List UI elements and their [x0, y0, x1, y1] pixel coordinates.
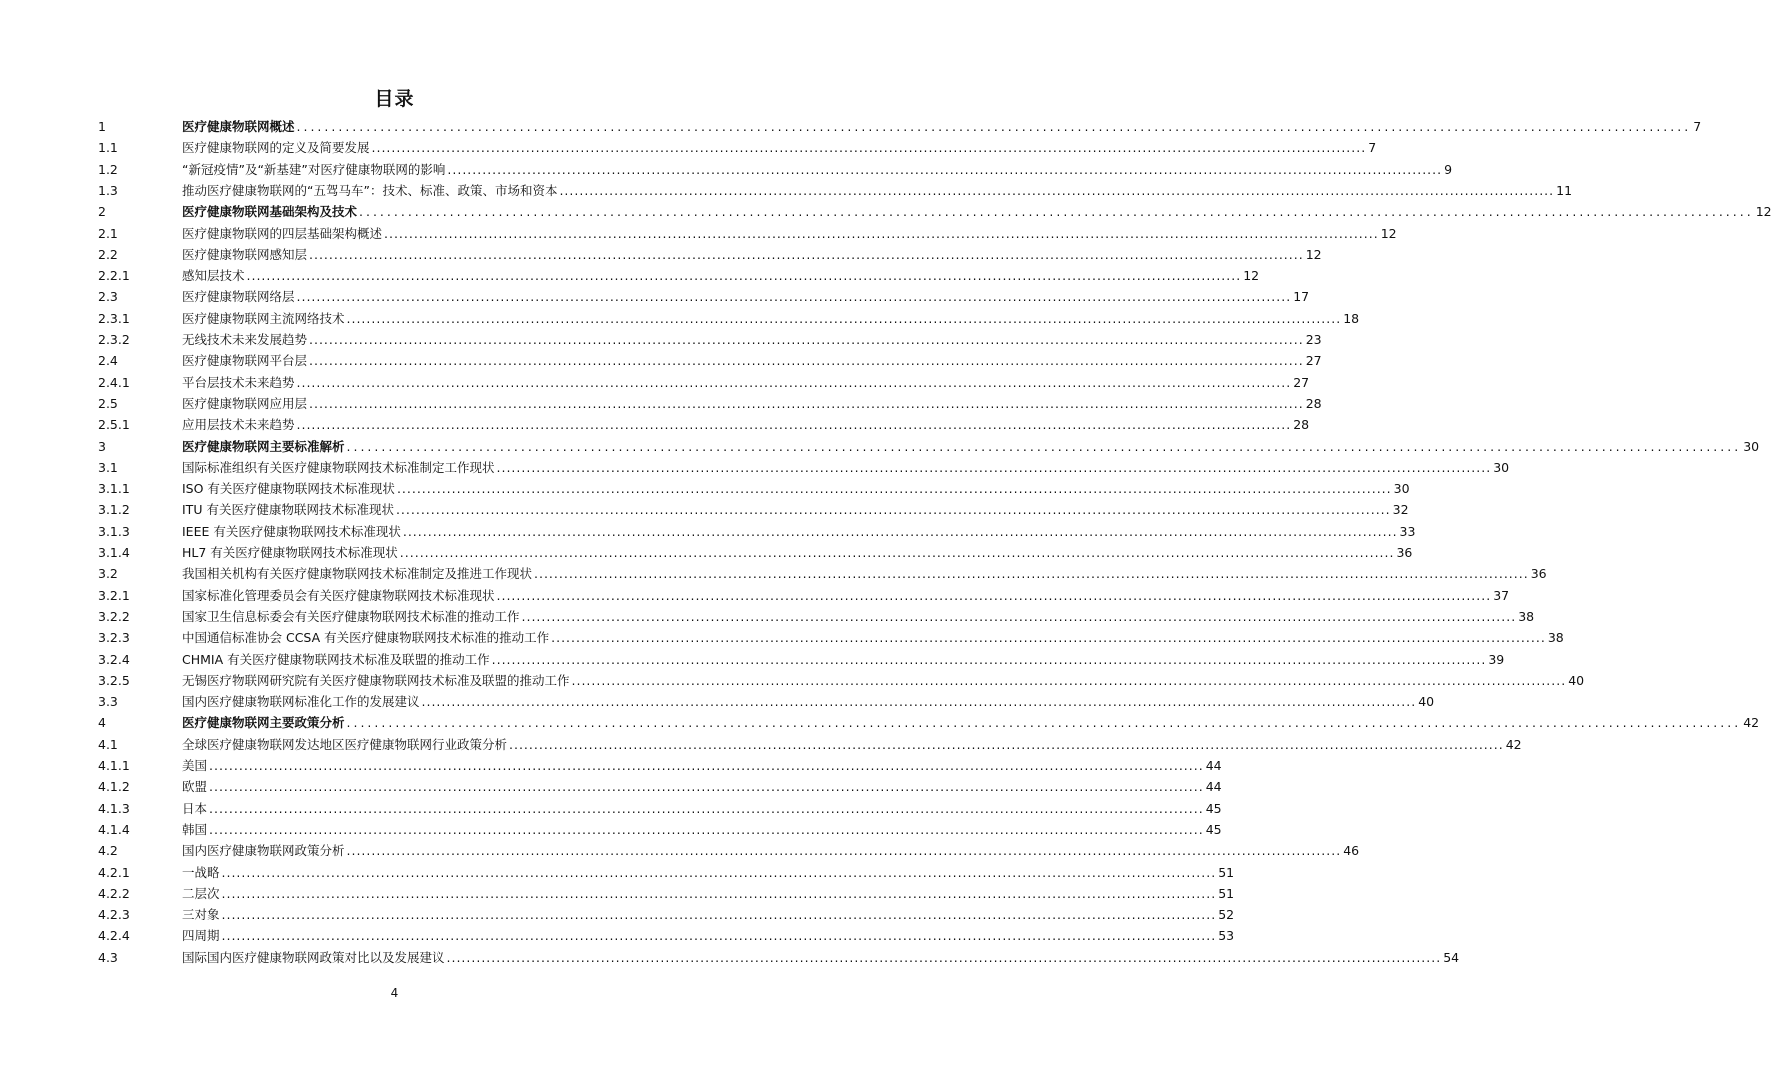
toc-entry-title[interactable]: 美国	[182, 758, 208, 773]
toc-entry[interactable]	[0, 862, 1235, 883]
toc-entry-page[interactable]: 33	[1399, 523, 1416, 539]
dot-leader: ........................................................................................................................................................................................................	[496, 587, 1492, 603]
toc-entry-line	[182, 372, 1310, 393]
toc-entry-page[interactable]: 28	[1293, 417, 1310, 433]
dot-leader: ........................................................................................................................................................................................................	[346, 715, 1742, 731]
toc-entry-title[interactable]: 欧盟	[182, 779, 208, 795]
toc-entry[interactable]	[0, 563, 1547, 584]
toc-entry-line	[182, 308, 1360, 329]
toc-entry-title[interactable]: IEEE 有关医疗健康物联网技术标准现状	[182, 523, 401, 539]
toc-entry-number: 2.1	[98, 225, 118, 241]
toc-entry-page[interactable]: 36	[1396, 545, 1413, 560]
toc-entry-line	[182, 521, 1416, 542]
toc-entry-number: 3.2	[98, 566, 118, 582]
toc-entry-number: 4.2.1	[98, 864, 130, 880]
toc-entry-number: 4.1	[98, 736, 118, 752]
toc-entry-page[interactable]: 12	[1755, 204, 1772, 220]
toc-entry[interactable]	[0, 734, 1522, 755]
dot-leader: ........................................................................................................................................................................................................	[359, 204, 1754, 220]
toc-entry-line	[182, 627, 1564, 648]
toc-entry-page[interactable]: 27	[1305, 353, 1322, 369]
page-title: 目录	[374, 88, 415, 110]
dot-leader: ........................................................................................................................................................................................................	[296, 417, 1292, 433]
page-number: 4	[390, 986, 399, 1000]
toc-entry-title[interactable]: 医疗健康物联网主要政策分析	[182, 715, 345, 731]
toc-entry-number: 1	[98, 119, 106, 134]
toc-entry[interactable]	[0, 329, 1322, 350]
toc-entry-page[interactable]: 28	[1305, 395, 1322, 411]
toc-entry-number: 4.3	[98, 949, 118, 965]
dot-leader: ........................................................................................................................................................................................................	[521, 608, 1517, 624]
toc-entry[interactable]	[0, 223, 1397, 244]
dot-leader: ........................................................................................................................................................................................................	[209, 758, 1204, 773]
toc-entry-title[interactable]: HL7 有关医疗健康物联网技术标准现状	[182, 545, 398, 560]
dot-leader: ........................................................................................................................................................................................................	[446, 949, 1442, 965]
toc-entry[interactable]	[0, 691, 1435, 712]
toc-entry-page[interactable]: 53	[1218, 928, 1235, 944]
toc-entry-line	[182, 137, 1377, 158]
toc-entry-title[interactable]: 三对象	[182, 907, 220, 923]
toc-entry[interactable]	[0, 521, 1416, 542]
dot-leader: ........................................................................................................................................................................................................	[296, 374, 1292, 390]
toc-entry-line	[182, 734, 1522, 755]
toc-entry-title[interactable]: 推动医疗健康物联网的“五驾马车”：技术、标准、政策、市场和资本	[182, 182, 558, 198]
toc-entry-number: 4.2.3	[98, 907, 130, 923]
toc-entry-page[interactable]: 46	[1343, 843, 1360, 859]
dot-leader: ........................................................................................................................................................................................................	[309, 246, 1304, 262]
toc-entry-line	[182, 457, 1510, 478]
toc-entry[interactable]	[0, 286, 1310, 307]
toc-entry[interactable]	[0, 904, 1235, 925]
toc-entry-title[interactable]: “新冠疫情”及“新基建”对医疗健康物联网的影响	[182, 161, 446, 177]
toc-entry[interactable]	[0, 159, 1453, 180]
toc-entry[interactable]	[0, 457, 1510, 478]
toc-entry-page[interactable]: 37	[1493, 587, 1510, 603]
toc-entry-page[interactable]: 30	[1743, 438, 1760, 454]
toc-entry[interactable]	[0, 308, 1360, 329]
toc-entry[interactable]	[0, 712, 1760, 733]
toc-entry-page[interactable]: 18	[1343, 310, 1360, 326]
toc-entry-line	[182, 862, 1235, 883]
toc-entry[interactable]	[0, 265, 1260, 286]
dot-leader: ........................................................................................................................................................................................................	[221, 928, 1217, 944]
toc-entry-number: 3.1.1	[98, 481, 130, 497]
toc-entry-title[interactable]: 国家标准化管理委员会有关医疗健康物联网技术标准现状	[182, 587, 495, 603]
toc-entry-page[interactable]: 32	[1392, 502, 1409, 518]
dot-leader: ........................................................................................................................................................................................................	[309, 395, 1304, 411]
dot-leader: ........................................................................................................................................................................................................	[551, 630, 1546, 646]
toc-entry-line	[182, 329, 1322, 350]
toc-entry[interactable]	[0, 670, 1585, 691]
toc-entry-line	[182, 755, 1222, 776]
toc-entry-page[interactable]: 54	[1443, 949, 1460, 965]
toc-entry-number: 3.3	[98, 694, 118, 710]
toc-entry-number: 3.1.3	[98, 523, 130, 539]
dot-leader: ........................................................................................................................................................................................................	[571, 672, 1567, 688]
toc-entry-number: 4.2	[98, 843, 118, 859]
toc-entry[interactable]	[0, 116, 1702, 137]
toc-entry-title[interactable]: 医疗健康物联网应用层	[182, 395, 308, 411]
toc-entry-line	[182, 159, 1453, 180]
toc-entry[interactable]	[0, 414, 1310, 435]
toc-entry-title[interactable]: 国际标准组织有关医疗健康物联网技术标准制定工作现状	[182, 459, 495, 475]
toc-entry[interactable]	[0, 925, 1235, 946]
toc-entry-title[interactable]: 医疗健康物联网主要标准解析	[182, 438, 345, 454]
toc-entry-line	[182, 712, 1760, 733]
toc-entry-page[interactable]: 45	[1205, 800, 1222, 816]
toc-entry-line	[182, 563, 1547, 584]
toc-entry-title[interactable]: ISO 有关医疗健康物联网技术标准现状	[182, 481, 395, 497]
dot-leader: ........................................................................................................................................................................................................	[371, 140, 1367, 156]
toc-entry-number: 2.2.1	[98, 268, 130, 284]
toc-entry-page[interactable]: 40	[1418, 694, 1435, 710]
toc-entry-number: 1.2	[98, 161, 118, 177]
dot-leader: ........................................................................................................................................................................................................	[346, 843, 1342, 859]
toc-entry-page[interactable]: 38	[1547, 630, 1564, 646]
toc-entry-title[interactable]: 我国相关机构有关医疗健康物联网技术标准制定及推进工作现状	[182, 566, 533, 582]
toc-entry-line	[182, 691, 1435, 712]
toc-entry-line	[182, 947, 1460, 968]
toc-entry-number: 3.2.5	[98, 672, 130, 688]
toc-entry-line	[182, 925, 1235, 946]
toc-entry-number: 4.1.1	[98, 758, 130, 773]
toc-entry-title[interactable]: 日本	[182, 800, 208, 816]
toc-entry-title[interactable]: 医疗健康物联网感知层	[182, 246, 308, 262]
toc-entry-page[interactable]: 27	[1293, 374, 1310, 390]
toc-entry-page[interactable]: 7	[1368, 140, 1377, 156]
dot-leader: ........................................................................................................................................................................................................	[496, 459, 1492, 475]
toc-entry[interactable]	[0, 649, 1505, 670]
toc-entry-title[interactable]: 国家卫生信息标委会有关医疗健康物联网技术标准的推动工作	[182, 608, 520, 624]
toc-entry[interactable]	[0, 499, 1409, 520]
toc-entry-title[interactable]: 医疗健康物联网概述	[182, 119, 295, 134]
toc-entry-number: 3.2.4	[98, 651, 130, 667]
toc-entry-number: 4.1.3	[98, 800, 130, 816]
dot-leader: ........................................................................................................................................................................................................	[395, 502, 1391, 518]
toc-entry-page[interactable]: 12	[1243, 268, 1260, 284]
toc-entry-title[interactable]: 医疗健康物联网主流网络技术	[182, 310, 345, 326]
toc-entry[interactable]	[0, 180, 1573, 201]
toc-entry-page[interactable]: 51	[1218, 885, 1235, 901]
toc-entry[interactable]	[0, 606, 1535, 627]
dot-leader: ........................................................................................................................................................................................................	[221, 885, 1217, 901]
toc-entry-number: 3.1	[98, 459, 118, 475]
toc-entry-page[interactable]: 45	[1205, 821, 1222, 837]
toc-entry-title[interactable]: 四周期	[182, 928, 220, 944]
toc-entry-line	[182, 180, 1573, 201]
toc-entry-page[interactable]: 42	[1743, 715, 1760, 731]
toc-entry-number: 4.2.4	[98, 928, 130, 944]
toc-entry-line	[182, 670, 1585, 691]
toc-entry-line	[182, 542, 1413, 563]
dot-leader: ........................................................................................................................................................................................................	[399, 545, 1395, 560]
toc-entry[interactable]	[0, 350, 1322, 371]
toc-entry-line	[182, 393, 1322, 414]
toc-entry-title[interactable]: CHMIA 有关医疗健康物联网技术标准及联盟的推动工作	[182, 651, 490, 667]
toc-entry-line	[182, 265, 1260, 286]
toc-entry-page[interactable]: 23	[1305, 332, 1322, 347]
toc-entry-number: 3	[98, 438, 106, 454]
dot-leader: ........................................................................................................................................................................................................	[221, 864, 1217, 880]
dot-leader: ........................................................................................................................................................................................................	[296, 119, 1692, 134]
toc-entry-page[interactable]: 30	[1393, 481, 1410, 497]
toc-entry[interactable]	[0, 627, 1564, 648]
toc-entry-number: 2	[98, 204, 106, 220]
toc-entry-number: 3.2.1	[98, 587, 130, 603]
toc-entry-line	[182, 798, 1222, 819]
toc-entry-number: 2.3.1	[98, 310, 130, 326]
toc-entry-page[interactable]: 51	[1218, 864, 1235, 880]
dot-leader: ........................................................................................................................................................................................................	[491, 651, 1487, 667]
toc-entry-number: 4.1.2	[98, 779, 130, 795]
toc-entry[interactable]	[0, 542, 1413, 563]
toc-entry-number: 2.3	[98, 289, 118, 305]
toc-entry-title[interactable]: 医疗健康物联网络层	[182, 289, 295, 305]
toc-entry-page[interactable]: 30	[1493, 459, 1510, 475]
toc-entry-page[interactable]: 39	[1488, 651, 1505, 667]
toc-entry-page[interactable]: 42	[1505, 736, 1522, 752]
toc-entry-line	[182, 478, 1410, 499]
dot-leader: ........................................................................................................................................................................................................	[209, 821, 1204, 837]
dot-leader: ........................................................................................................................................................................................................	[509, 736, 1504, 752]
toc-entry[interactable]	[0, 776, 1222, 797]
toc-entry-number: 4.1.4	[98, 821, 130, 837]
toc-entry-title[interactable]: 医疗健康物联网的定义及简要发展	[182, 140, 370, 156]
toc-entry-number: 2.4.1	[98, 374, 130, 390]
toc-entry-number: 2.2	[98, 246, 118, 262]
toc-entry-line	[182, 606, 1535, 627]
dot-leader: ........................................................................................................................................................................................................	[421, 694, 1417, 710]
toc-entry-page[interactable]: 12	[1380, 225, 1397, 241]
toc-entry-title[interactable]: 国际国内医疗健康物联网政策对比以及发展建议	[182, 949, 445, 965]
toc-entry-line	[182, 819, 1222, 840]
toc-entry-number: 2.5	[98, 395, 118, 411]
toc-entry-title[interactable]: 国内医疗健康物联网政策分析	[182, 843, 345, 859]
toc-entry[interactable]	[0, 372, 1310, 393]
toc-entry[interactable]	[0, 840, 1360, 861]
toc-entry-page[interactable]: 44	[1205, 758, 1222, 773]
toc-entry-title[interactable]: 无线技术未来发展趋势	[182, 332, 308, 347]
toc-entry-title[interactable]: 一战略	[182, 864, 220, 880]
toc-entry-line	[182, 350, 1322, 371]
toc-entry-number: 4	[98, 715, 106, 731]
toc-entry-line	[182, 883, 1235, 904]
dot-leader: ........................................................................................................................................................................................................	[221, 907, 1217, 923]
toc-entry[interactable]	[0, 393, 1322, 414]
toc-entry-page[interactable]: 17	[1293, 289, 1310, 305]
toc-entry[interactable]	[0, 137, 1377, 158]
toc-entry-title[interactable]: 应用层技术未来趋势	[182, 417, 295, 433]
toc-entry-page[interactable]: 36	[1530, 566, 1547, 582]
toc-entry-line	[182, 244, 1322, 265]
toc-entry[interactable]	[0, 947, 1460, 968]
dot-leader: ........................................................................................................................................................................................................	[559, 182, 1555, 198]
toc-entry-title[interactable]: 医疗健康物联网平台层	[182, 353, 308, 369]
toc-entry[interactable]	[0, 244, 1322, 265]
dot-leader: ........................................................................................................................................................................................................	[309, 332, 1304, 347]
toc-entry-line	[182, 414, 1310, 435]
dot-leader: ........................................................................................................................................................................................................	[402, 523, 1398, 539]
toc-entry-number: 3.1.4	[98, 545, 130, 560]
dot-leader: ........................................................................................................................................................................................................	[309, 353, 1304, 369]
dot-leader: ........................................................................................................................................................................................................	[346, 310, 1342, 326]
toc-entry-page[interactable]: 40	[1568, 672, 1585, 688]
toc-entry-line	[182, 116, 1702, 137]
toc-entry-title[interactable]: 无锡医疗物联网研究院有关医疗健康物联网技术标准及联盟的推动工作	[182, 672, 570, 688]
toc-entry-page[interactable]: 11	[1556, 182, 1573, 198]
toc-entry-line	[182, 585, 1510, 606]
toc-entry-title[interactable]: 医疗健康物联网基础架构及技术	[182, 204, 358, 220]
toc-entry[interactable]	[0, 883, 1235, 904]
toc-entry-title[interactable]: 感知层技术	[182, 268, 245, 284]
toc-entry-title[interactable]: 中国通信标准协会 CCSA 有关医疗健康物联网技术标准的推动工作	[182, 630, 550, 646]
toc-entry-page[interactable]: 12	[1305, 246, 1322, 262]
toc-entry-number: 2.5.1	[98, 417, 130, 433]
toc-entry-title[interactable]: ITU 有关医疗健康物联网技术标准现状	[182, 502, 394, 518]
toc-entry-page[interactable]: 52	[1218, 907, 1235, 923]
toc-entry-number: 3.2.2	[98, 608, 130, 624]
toc-entry-line	[182, 201, 1772, 222]
toc-entry[interactable]	[0, 819, 1222, 840]
toc-entry-line	[182, 286, 1310, 307]
toc-entry[interactable]	[0, 436, 1760, 457]
toc-entry-page[interactable]: 9	[1444, 161, 1453, 177]
toc-entry-number: 1.1	[98, 140, 118, 156]
toc-entry-number: 3.1.2	[98, 502, 130, 518]
toc-entry[interactable]	[0, 585, 1510, 606]
toc-entry-line	[182, 223, 1397, 244]
toc-entry[interactable]	[0, 755, 1222, 776]
dot-leader: ........................................................................................................................................................................................................	[346, 438, 1742, 454]
toc-entry-line	[182, 776, 1222, 797]
toc-entry-page[interactable]: 38	[1518, 608, 1535, 624]
toc-entry-number: 4.2.2	[98, 885, 130, 901]
dot-leader: ........................................................................................................................................................................................................	[246, 268, 1242, 284]
toc-entry-page[interactable]: 7	[1693, 119, 1702, 134]
dot-leader: ........................................................................................................................................................................................................	[384, 225, 1379, 241]
toc-entry-title[interactable]: 平台层技术未来趋势	[182, 374, 295, 390]
toc-entry[interactable]	[0, 201, 1772, 222]
toc-entry-title[interactable]: 二层次	[182, 885, 220, 901]
toc-entry-line	[182, 840, 1360, 861]
dot-leader: ........................................................................................................................................................................................................	[209, 779, 1204, 795]
dot-leader: ........................................................................................................................................................................................................	[209, 800, 1204, 816]
toc-entry-page[interactable]: 44	[1205, 779, 1222, 795]
dot-leader: ........................................................................................................................................................................................................	[396, 481, 1392, 497]
toc-entry[interactable]	[0, 798, 1222, 819]
toc-entry-number: 3.2.3	[98, 630, 130, 646]
toc-entry-title[interactable]: 国内医疗健康物联网标准化工作的发展建议	[182, 694, 420, 710]
dot-leader: ........................................................................................................................................................................................................	[296, 289, 1292, 305]
toc-entry-title[interactable]: 韩国	[182, 821, 208, 837]
toc-entry-line	[182, 904, 1235, 925]
toc-entry-title[interactable]: 全球医疗健康物联网发达地区医疗健康物联网行业政策分析	[182, 736, 508, 752]
dot-leader: ........................................................................................................................................................................................................	[534, 566, 1529, 582]
toc-entry[interactable]	[0, 478, 1410, 499]
toc-entry-line	[182, 436, 1760, 457]
toc-entry-number: 2.4	[98, 353, 118, 369]
toc-entry-number: 1.3	[98, 182, 118, 198]
toc-entry-title[interactable]: 医疗健康物联网的四层基础架构概述	[182, 225, 383, 241]
toc-entry-line	[182, 649, 1505, 670]
toc-entry-number: 2.3.2	[98, 332, 130, 347]
dot-leader: ........................................................................................................................................................................................................	[447, 161, 1443, 177]
toc-entry-line	[182, 499, 1409, 520]
